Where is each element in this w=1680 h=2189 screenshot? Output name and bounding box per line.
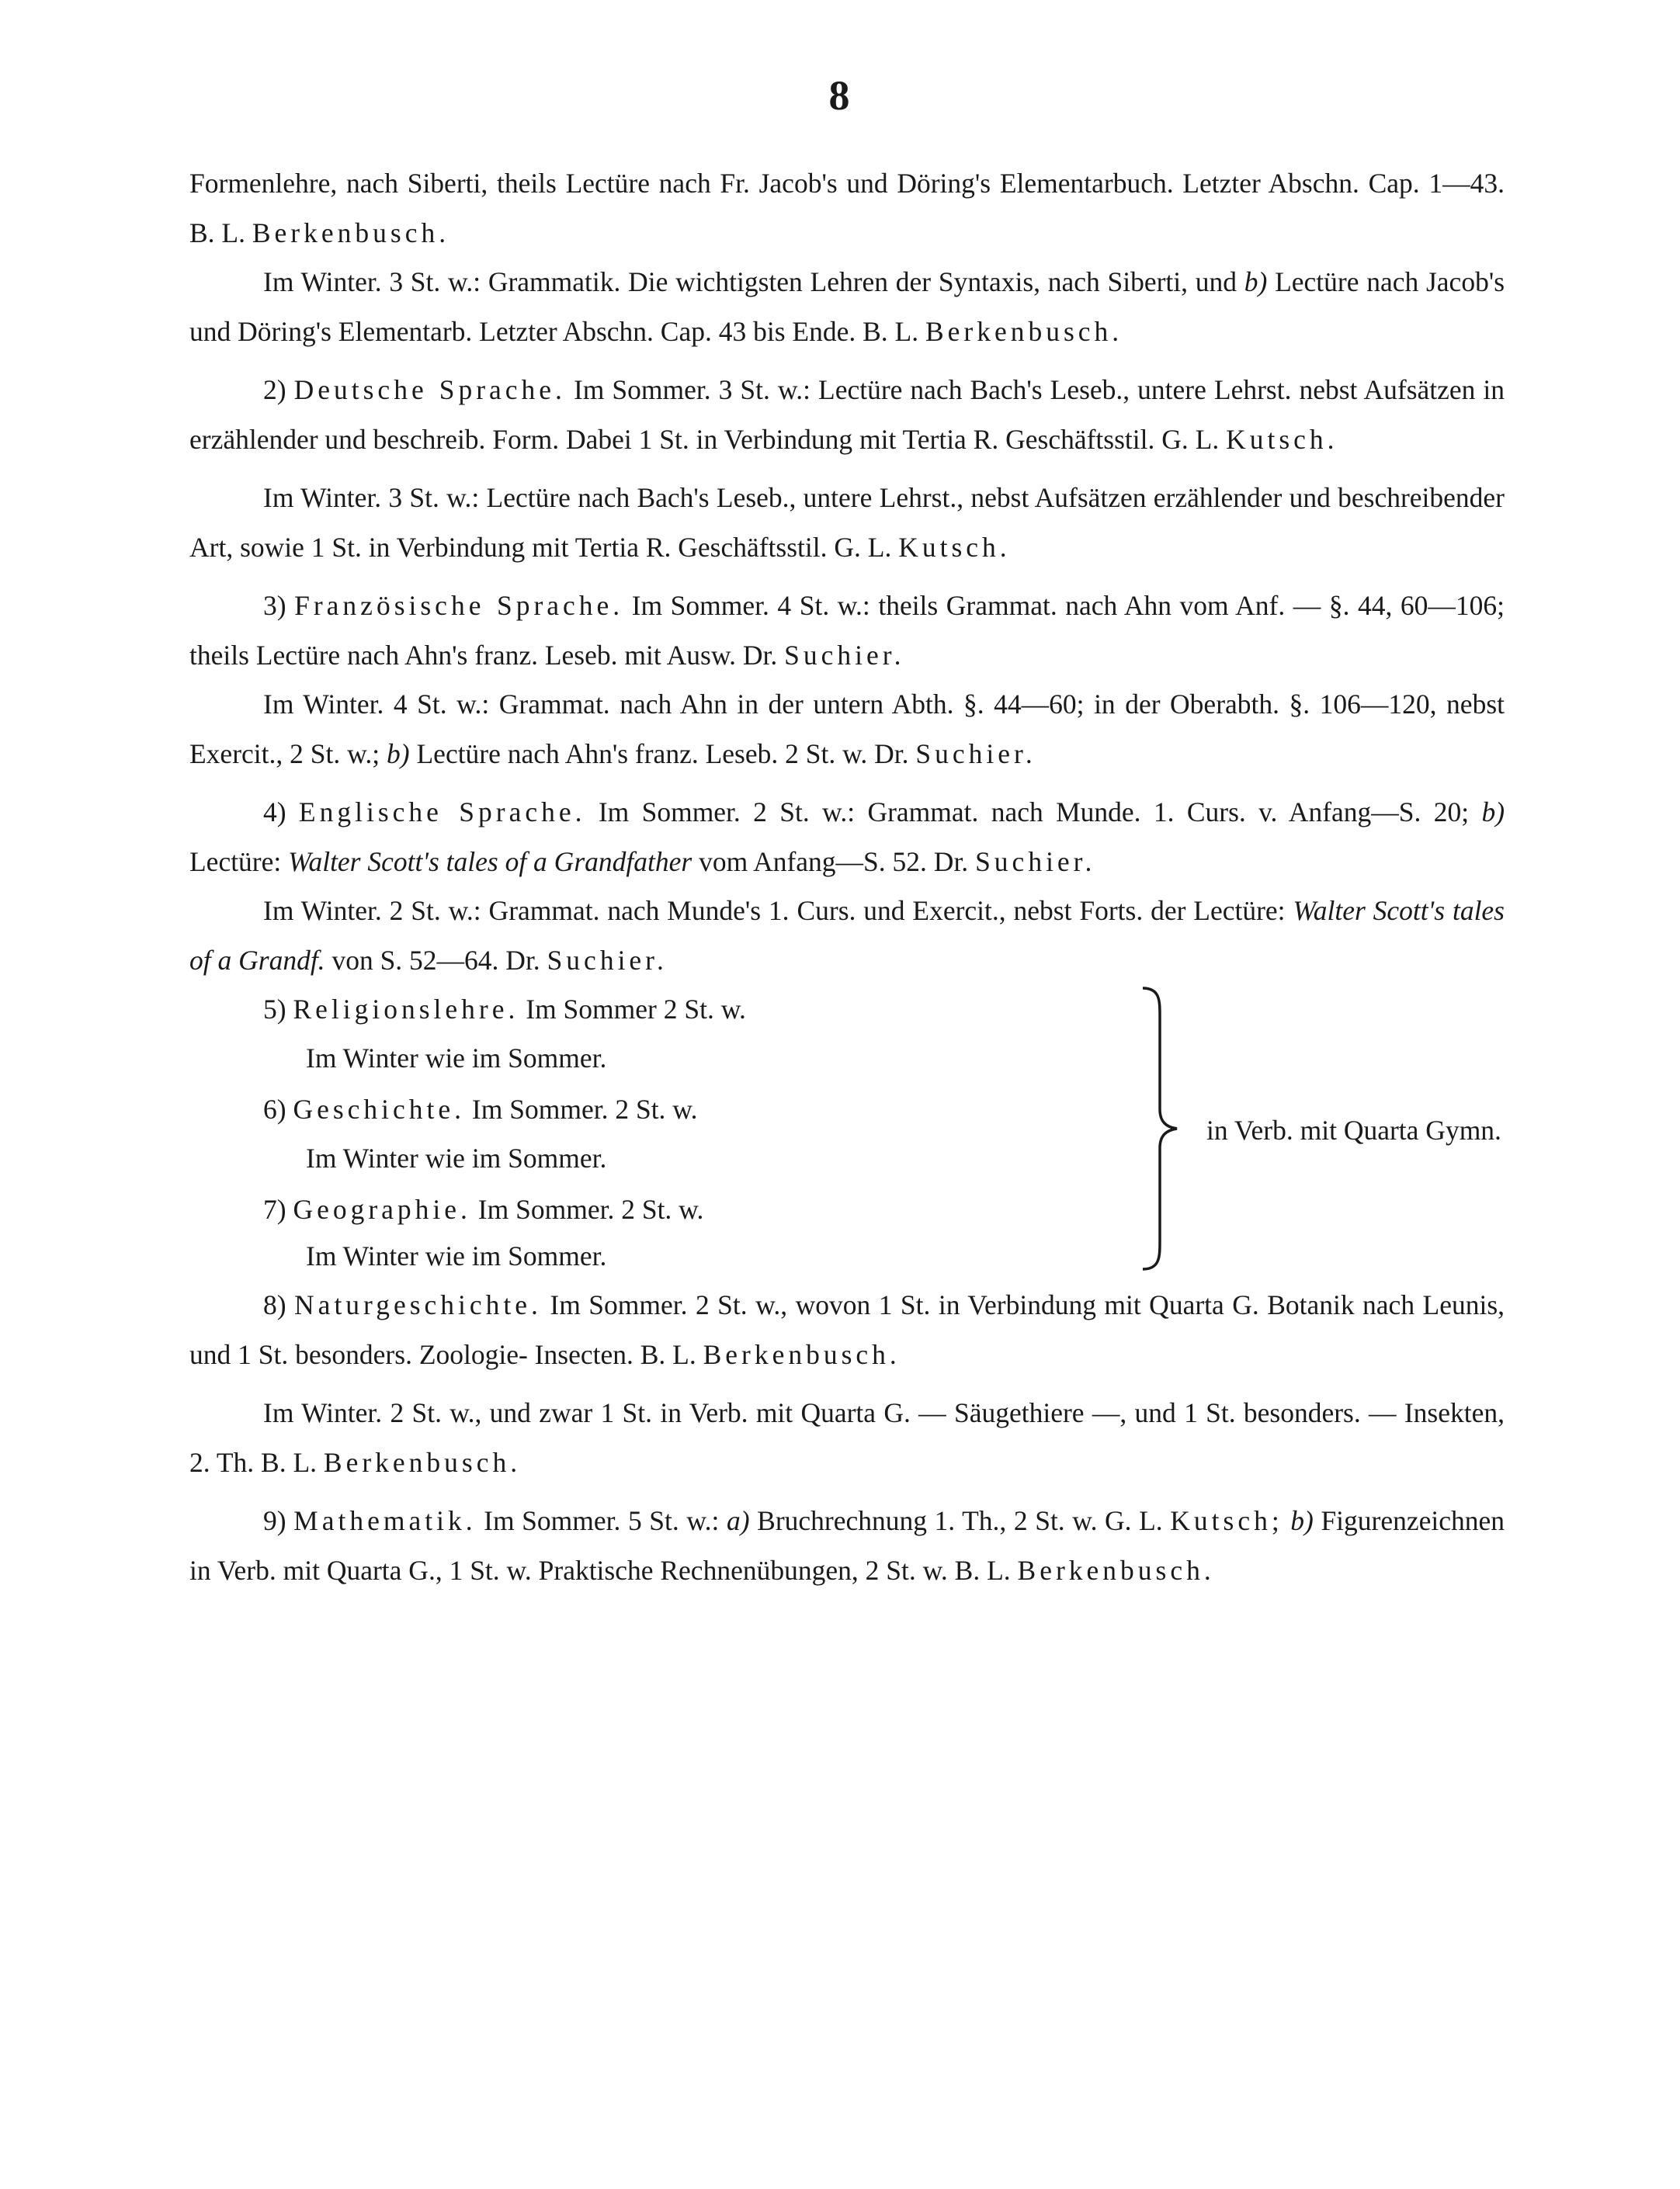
text: Im Sommer 2 St. w. [526, 994, 746, 1025]
text: Im Winter. 4 St. w.: Grammat. nach Ahn in der untern Abth. §. 44—60; in der Oberabth. §. 106—120, nebst Exercit., 2 St. w.; [189, 689, 1505, 769]
text: Im Sommer. 5 St. w.: [484, 1505, 720, 1536]
book-title: Walter Scott's tales of a Grandf. [189, 895, 1505, 976]
section-title: Naturgeschichte. [294, 1289, 542, 1320]
section-english-summer [189, 788, 1505, 886]
text: Lectüre nach Jacob's und Döring's Elementarb. Letzter Abschn. Cap. 43 bis Ende. B. L. [189, 266, 1505, 347]
text: Im Winter. 2 St. w.: Grammat. nach Munde's 1. Curs. und Exercit., nebst Forts. der Lectüre: [263, 895, 1286, 926]
section-history-summer [263, 1085, 698, 1135]
text: vom Anfang—S. 52. Dr. [699, 845, 969, 877]
teacher-name: Berkenbusch. [252, 217, 450, 248]
section-title: Geschichte. [293, 1094, 466, 1125]
section-german-winter [189, 474, 1505, 572]
section-number: 9) [263, 1505, 286, 1536]
section-english-winter [189, 886, 1505, 985]
teacher-name: Kutsch; [1170, 1505, 1283, 1536]
section-german-summer [189, 366, 1505, 464]
section-number: 6) [263, 1094, 286, 1125]
teacher-name: Berkenbusch. [1017, 1554, 1215, 1586]
list-marker: b) [1481, 796, 1505, 827]
section-religion-winter: Im Winter wie im Sommer. [306, 1042, 607, 1074]
teacher-name: Suchier. [975, 845, 1096, 877]
book-title: Walter Scott's tales of a Grandfather [288, 845, 692, 877]
teacher-name: Suchier. [915, 737, 1036, 769]
section-number: 4) [263, 796, 286, 827]
section-title: Mathematik. [293, 1505, 477, 1536]
text: Im Winter. 2 St. w., und zwar 1 St. in Verb. mit Quarta G. — Säugethiere —, und 1 St. besonders. — Insekten, 2. Th. B. L. [189, 1397, 1505, 1478]
text: Lectüre nach Ahn's franz. Leseb. 2 St. w. Dr. [416, 737, 909, 769]
text: Im Sommer. 4 St. w.: theils Grammat. nach Ahn vom Anf. — §. 44, 60—106; theils Lectüre nach Ahn's franz. Leseb. mit Ausw. Dr. [189, 590, 1505, 671]
section-natural-history-winter [189, 1389, 1505, 1487]
section-title: Französische Sprache. [294, 590, 624, 621]
list-marker: a) [726, 1505, 750, 1536]
section-history-winter: Im Winter wie im Sommer. [306, 1143, 607, 1174]
list-marker: b) [1244, 266, 1268, 297]
teacher-name: Suchier. [547, 944, 668, 976]
list-marker: b) [387, 737, 410, 769]
section-number: 8) [263, 1289, 286, 1320]
text: Im Sommer. 2 St. w.: Grammat. nach Munde. 1. Curs. v. Anfang—S. 20; [598, 796, 1470, 827]
section-title: Religionslehre. [293, 994, 519, 1025]
section-religion-summer [263, 985, 746, 1035]
page-number: 8 [828, 72, 852, 119]
section-natural-history-summer [189, 1281, 1505, 1379]
text: von S. 52—64. Dr. [331, 944, 540, 976]
section-geography-winter: Im Winter wie im Sommer. [306, 1240, 607, 1271]
text: Lectüre: [189, 845, 282, 877]
section-title: Geographie. [293, 1194, 471, 1225]
teacher-name: Berkenbusch. [925, 315, 1123, 347]
text: Im Sommer. 2 St. w. [477, 1194, 704, 1225]
section-number: 5) [263, 994, 286, 1025]
section-mathematics-summer [189, 1497, 1505, 1595]
teacher-name: Kutsch. [1226, 423, 1338, 455]
text: Im Sommer. 3 St. w.: Lectüre nach Bach's Leseb., untere Lehrst. nebst Aufsätzen in erzählender und beschreib. Form. Dabei 1 St. in Verbindung mit Tertia R. Geschäftsstil. G. L. [189, 374, 1505, 455]
paragraph-latin-summer-continued [189, 159, 1505, 258]
section-number: 7) [263, 1194, 286, 1225]
section-title: Deutsche Sprache. [293, 374, 566, 405]
teacher-name: Berkenbusch. [323, 1446, 522, 1478]
text: Bruchrechnung 1. Th., 2 St. w. G. L. [757, 1505, 1163, 1536]
paragraph-latin-winter [189, 258, 1505, 356]
brace-icon [1137, 985, 1183, 1272]
brace-label: in Verb. mit Quarta Gymn. [1206, 1115, 1501, 1146]
teacher-name: Kutsch. [898, 531, 1011, 563]
braced-section-group [189, 985, 1505, 1281]
teacher-name: Berkenbusch. [703, 1338, 901, 1370]
text: Im Winter. 3 St. w.: Lectüre nach Bach's Leseb., untere Lehrst., nebst Aufsätzen erzählender und beschreibender Art, sowie 1 St. in Verbindung mit Tertia R. Geschäftsstil. G. L. [189, 482, 1505, 563]
text: Figurenzeichnen in Verb. mit Quarta G., 1 St. w. Praktische Rechnenübungen, 2 St. w. B. L. [189, 1505, 1505, 1586]
section-number: 3) [263, 590, 286, 621]
section-geography-summer [263, 1185, 703, 1235]
list-marker: b) [1290, 1505, 1314, 1536]
section-number: 2) [263, 374, 286, 405]
text: Formenlehre, nach Siberti, theils Lectüre nach Fr. Jacob's und Döring's Elementarbuch. Letzter Abschn. Cap. 1—43. B. L. [189, 168, 1505, 248]
section-title: Englische Sprache. [298, 796, 586, 827]
teacher-name: Suchier. [784, 639, 905, 671]
text: Im Sommer. 2 St. w., wovon 1 St. in Verbindung mit Quarta G. Botanik nach Leunis, und 1 St. besonders. Zoologie- Insecten. B. L. [189, 1289, 1505, 1370]
document-body [189, 159, 1505, 1595]
text: Im Sommer. 2 St. w. [471, 1094, 698, 1125]
section-french-summer [189, 581, 1505, 680]
text: Im Winter. 3 St. w.: Grammatik. Die wichtigsten Lehren der Syntaxis, nach Siberti, und [263, 266, 1237, 297]
section-french-winter [189, 680, 1505, 779]
